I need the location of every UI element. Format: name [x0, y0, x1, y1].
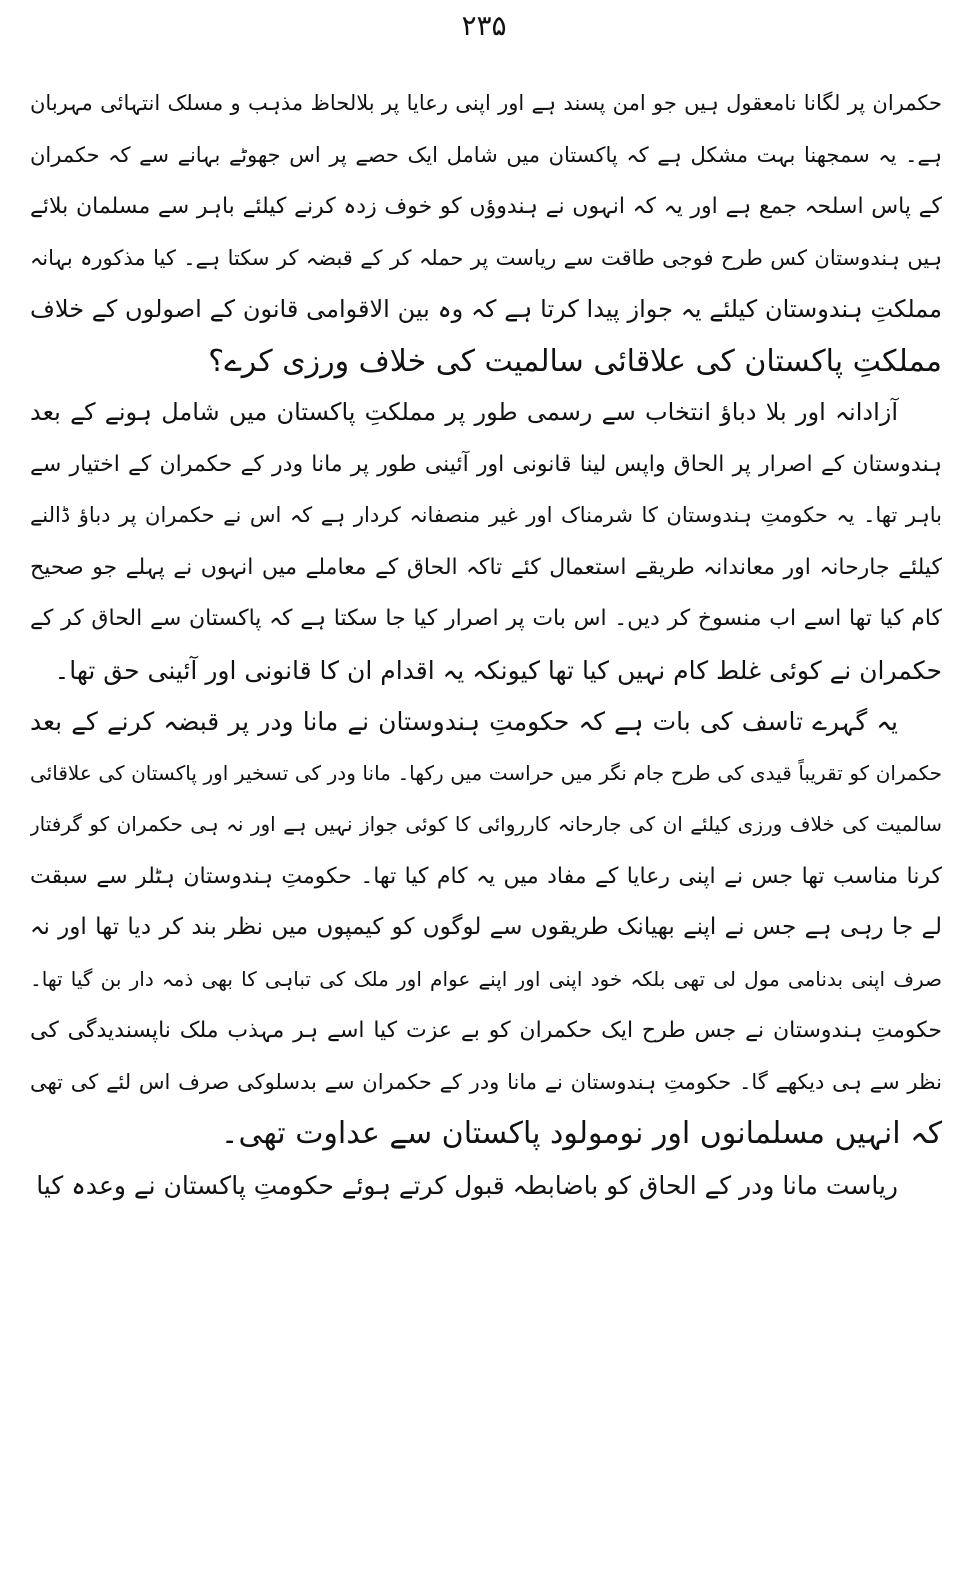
text-line: حکومتِ ہندوستان نے جس طرح ایک حکمران کو بے عزت کیا اسے ہر مہذب ملک ناپسندیدگی کی [30, 1018, 942, 1043]
text-line: مملکتِ پاکستان کی علاقائی سالمیت کی خلاف ورزی کرے؟ [208, 343, 942, 379]
text-line: کرنا مناسب تھا جس نے اپنی رعایا کے مفاد میں یہ کام کیا تھا۔ حکومتِ ہندوستان ہٹلر سے سبقت [30, 863, 942, 889]
text-line: آزادانہ اور بلا دباؤ انتخاب سے رسمی طور پر مملکتِ پاکستان میں شامل ہونے کے بعد [30, 398, 898, 426]
text-line: حکمران نے کوئی غلط کام نہیں کیا تھا کیونکہ یہ اقدام ان کا قانونی اور آئینی حق تھا۔ [54, 655, 942, 685]
text-line: مملکتِ ہندوستان کیلئے یہ جواز پیدا کرتا ہے کہ وہ بین الاقوامی قانون کے اصولوں کے خلاف [30, 295, 942, 323]
text-line: صرف اپنی بدنامی مول لی تھی بلکہ خود اپنی اور اپنے عوام اور ملک کی تباہی کا بھی ذمہ دار بن گیا تھا۔ [30, 966, 942, 991]
text-line: ہیں ہندوستان کس طرح فوجی طاقت سے ریاست پر حملہ کر کے قبضہ کر سکتا ہے۔ کیا مذکورہ بہانہ [30, 245, 942, 270]
text-line: ہے۔ یہ سمجھنا بہت مشکل ہے کہ پاکستان میں شامل ایک حصے پر اس جھوٹے بہانے سے کہ حکمران [30, 142, 942, 167]
text-line: کام کیا تھا اسے اب منسوخ کر دیں۔ اس بات پر اصرار کیا جا سکتا ہے کہ پاکستان سے الحاق کر کے [30, 606, 942, 631]
body-text [30, 78, 942, 1211]
text-line: باہر تھا۔ یہ حکومتِ ہندوستان کا شرمناک اور غیر منصفانہ کردار ہے کہ اس نے حکمران پر دباؤ ڈالنے [30, 503, 942, 527]
text-line: کیلئے جارحانہ اور معاندانہ طریقے استعمال کئے تاکہ الحاق کے معاملے میں انہوں نے پہلے جو صحیح [30, 554, 942, 580]
text-line: نظر سے ہی دیکھے گا۔ حکومتِ ہندوستان نے مانا ودر کے حکمران سے بدسلوکی صرف اس لئے کی تھی [30, 1069, 942, 1094]
text-line: یہ گہرے تاسف کی بات ہے کہ حکومتِ ہندوستان نے مانا ودر پر قبضہ کرنے کے بعد [30, 707, 898, 736]
text-line: کے پاس اسلحہ جمع ہے اور یہ کہ انہوں نے ہندوؤں کو خوف زدہ کرنے کیلئے باہر سے مسلمان بلائے [30, 194, 942, 219]
text-line: حکمران پر لگانا نامعقول ہیں جو امن پسند ہے اور اپنی رعایا پر بلالحاظ مذہب و مسلک انتہائی مہربان [30, 91, 942, 115]
text-line: حکمران کو تقریباً قیدی کی طرح جام نگر میں حراست میں رکھا۔ مانا ودر کی تسخیر اور پاکستان کی علاقائی [30, 760, 942, 785]
text-line: سالمیت کی خلاف ورزی کیلئے ان کی جارحانہ کارروائی کا کوئی جواز نہیں ہے اور نہ ہی حکمران کو گرفتار [30, 812, 942, 836]
page-number: ۲۳۵ [461, 9, 507, 42]
text-line: ہندوستان کے اصرار پر الحاق واپس لینا قانونی اور آئینی طور پر مانا ودر کے حکمران کے اختیار سے [30, 451, 942, 477]
text-line: ریاست مانا ودر کے الحاق کو باضابطہ قبول کرتے ہوئے حکومتِ پاکستان نے وعدہ کیا [36, 1170, 898, 1200]
text-line: کہ انہیں مسلمانوں اور نومولود پاکستان سے عداوت تھی۔ [220, 1116, 942, 1151]
text-line: لے جا رہی ہے جس نے اپنے بھیانک طریقوں سے لوگوں کو کیمپوں میں نظر بند کر دیا تھا اور نہ [30, 914, 942, 940]
